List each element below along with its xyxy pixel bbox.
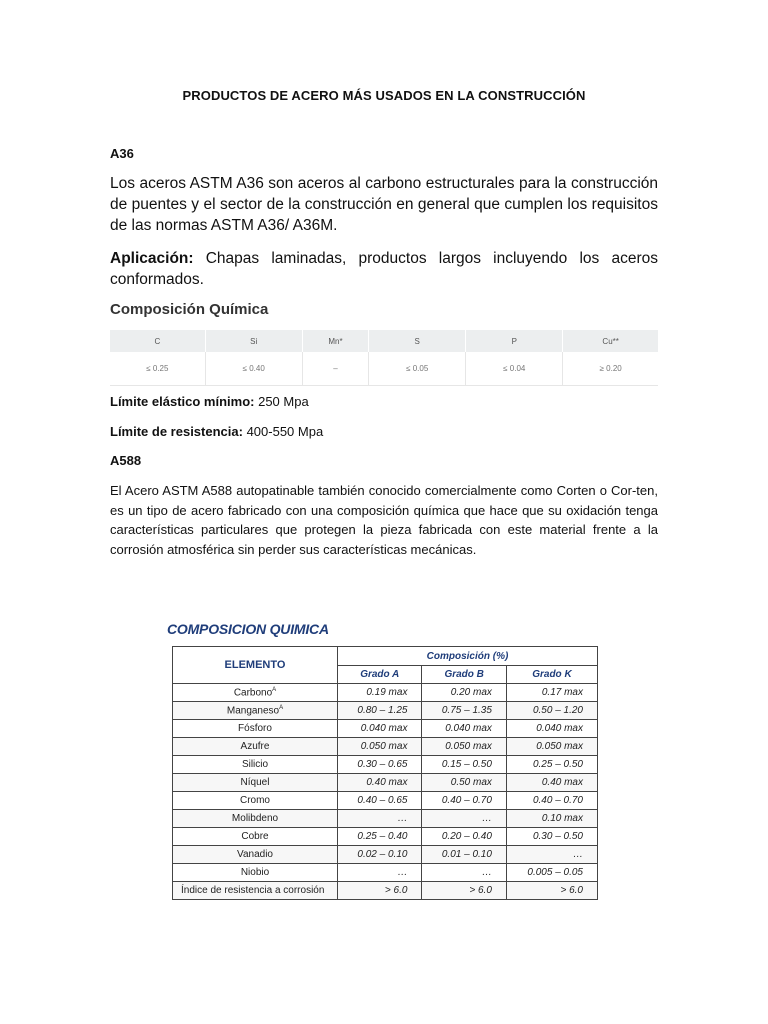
value-cell: 0.17 max bbox=[506, 684, 597, 702]
element-cell bbox=[173, 828, 338, 846]
table-row bbox=[173, 684, 598, 702]
value-cell: 0.40 – 0.65 bbox=[338, 792, 422, 810]
a588-composition-table bbox=[172, 646, 598, 900]
a588-table-body bbox=[173, 684, 598, 900]
value-cell: > 6.0 bbox=[422, 882, 506, 900]
element-cell bbox=[173, 810, 338, 828]
value-cell: 0.050 max bbox=[338, 738, 422, 756]
element-cell bbox=[173, 774, 338, 792]
table-row bbox=[173, 882, 598, 900]
table-cell: ≤ 0.40 bbox=[205, 352, 302, 386]
table-header-cell: Si bbox=[205, 330, 302, 352]
table-header-row bbox=[173, 647, 598, 666]
table-header-row bbox=[110, 330, 658, 352]
a588-table-heading: COMPOSICION QUIMICA bbox=[167, 621, 329, 637]
value-cell: … bbox=[422, 810, 506, 828]
tensile-strength-line bbox=[110, 424, 323, 439]
tensile-label: Límite de resistencia: bbox=[110, 424, 243, 439]
document-title: PRODUCTOS DE ACERO MÁS USADOS EN LA CONSTRUCCIÓN bbox=[182, 88, 586, 103]
element-cell bbox=[173, 882, 338, 900]
section-heading-a588: A588 bbox=[110, 453, 142, 468]
table-header-cell: Mn* bbox=[302, 330, 368, 352]
value-cell: 0.19 max bbox=[338, 684, 422, 702]
value-cell: 0.050 max bbox=[422, 738, 506, 756]
a588-intro-paragraph: El Acero ASTM A588 autopatinable también conocido comercialmente como Corten o Cor-ten, es un tipo de acero fabricado con una composición química que hace que su oxidación tenga características particulares que protegen la pieza fabricada con este material frente a la corrosión atmosférica sin perder sus características mecánicas. bbox=[110, 483, 658, 557]
table-row bbox=[173, 702, 598, 720]
yield-strength-line bbox=[110, 394, 309, 409]
table-row bbox=[173, 756, 598, 774]
element-name: Azufre bbox=[240, 741, 270, 752]
value-cell: 0.25 – 0.50 bbox=[506, 756, 597, 774]
element-name: Vanadio bbox=[237, 849, 273, 860]
element-cell bbox=[173, 864, 338, 882]
value-cell: 0.040 max bbox=[422, 720, 506, 738]
value-cell: … bbox=[338, 864, 422, 882]
footnote-marker: A bbox=[272, 686, 277, 693]
value-cell: 0.40 max bbox=[506, 774, 597, 792]
element-cell bbox=[173, 738, 338, 756]
table-row bbox=[173, 738, 598, 756]
table-row bbox=[173, 774, 598, 792]
table-row bbox=[173, 828, 598, 846]
a36-composition-table bbox=[110, 330, 658, 386]
element-cell bbox=[173, 720, 338, 738]
element-cell bbox=[173, 684, 338, 702]
value-cell: … bbox=[422, 864, 506, 882]
application-text: Chapas laminadas, productos largos incluyendo los aceros conformados. bbox=[110, 250, 658, 288]
element-name: Manganeso bbox=[226, 705, 280, 717]
value-cell: … bbox=[506, 846, 597, 864]
grade-header: Grado B bbox=[422, 666, 506, 684]
table-row bbox=[173, 864, 598, 882]
yield-value: 250 Mpa bbox=[254, 394, 309, 409]
value-cell: 0.40 – 0.70 bbox=[422, 792, 506, 810]
value-cell: > 6.0 bbox=[338, 882, 422, 900]
value-cell: 0.50 max bbox=[422, 774, 506, 792]
value-cell: 0.40 – 0.70 bbox=[506, 792, 597, 810]
element-cell bbox=[173, 846, 338, 864]
table-header-cell: S bbox=[369, 330, 466, 352]
table-cell: ≤ 0.05 bbox=[369, 352, 466, 386]
value-cell: 0.050 max bbox=[506, 738, 597, 756]
element-name: Carbono bbox=[233, 687, 273, 699]
tensile-value: 400-550 Mpa bbox=[242, 424, 324, 439]
value-cell: 0.75 – 1.35 bbox=[422, 702, 506, 720]
grade-header: Grado A bbox=[338, 666, 422, 684]
table-header-cell: P bbox=[466, 330, 563, 352]
value-cell: 0.30 – 0.50 bbox=[506, 828, 597, 846]
value-cell: 0.02 – 0.10 bbox=[338, 846, 422, 864]
value-cell: 0.30 – 0.65 bbox=[338, 756, 422, 774]
element-cell bbox=[173, 702, 338, 720]
value-cell: 0.20 – 0.40 bbox=[422, 828, 506, 846]
element-name: Índice de resistencia a corrosión bbox=[181, 885, 325, 896]
value-cell: 0.01 – 0.10 bbox=[422, 846, 506, 864]
value-cell: 0.50 – 1.20 bbox=[506, 702, 597, 720]
value-cell: 0.40 max bbox=[338, 774, 422, 792]
a36-application-paragraph bbox=[110, 248, 658, 290]
element-name: Niobio bbox=[240, 867, 270, 878]
table-cell: – bbox=[302, 352, 368, 386]
table-header-cell: C bbox=[110, 330, 205, 352]
a36-composition-heading: Composición Química bbox=[110, 301, 269, 318]
value-cell: 0.25 – 0.40 bbox=[338, 828, 422, 846]
value-cell: 0.10 max bbox=[506, 810, 597, 828]
element-name: Níquel bbox=[240, 777, 270, 788]
value-cell: 0.20 max bbox=[422, 684, 506, 702]
yield-label: Límite elástico mínimo: bbox=[110, 394, 255, 409]
value-cell: 0.005 – 0.05 bbox=[506, 864, 597, 882]
element-name: Cromo bbox=[239, 795, 270, 806]
element-name: Cobre bbox=[241, 831, 269, 842]
table-cell: ≤ 0.25 bbox=[110, 352, 205, 386]
value-cell: 0.15 – 0.50 bbox=[422, 756, 506, 774]
element-name: Fósforo bbox=[238, 723, 272, 734]
value-cell: … bbox=[338, 810, 422, 828]
table-row bbox=[173, 792, 598, 810]
table-cell: ≥ 0.20 bbox=[563, 352, 658, 386]
table-row bbox=[173, 720, 598, 738]
a36-intro-paragraph: Los aceros ASTM A36 son aceros al carbono estructurales para la construcción de puentes y el sector de la construcción en general que cumplen los requisitos de las normas ASTM A36/ A36M. bbox=[110, 175, 658, 234]
table-row bbox=[173, 846, 598, 864]
section-heading-a36: A36 bbox=[110, 146, 134, 161]
element-name: Molibdeno bbox=[231, 813, 279, 824]
table-header-cell: Cu** bbox=[563, 330, 658, 352]
footnote-marker: A bbox=[279, 704, 284, 711]
element-name: Silicio bbox=[241, 759, 269, 770]
value-cell: > 6.0 bbox=[506, 882, 597, 900]
element-cell bbox=[173, 756, 338, 774]
element-header: ELEMENTO bbox=[173, 647, 338, 684]
composition-header: Composición (%) bbox=[338, 647, 598, 666]
value-cell: 0.040 max bbox=[338, 720, 422, 738]
table-row bbox=[173, 810, 598, 828]
table-row bbox=[110, 352, 658, 386]
grade-header: Grado K bbox=[506, 666, 597, 684]
table-cell: ≤ 0.04 bbox=[466, 352, 563, 386]
application-label: Aplicación: bbox=[110, 250, 194, 267]
value-cell: 0.80 – 1.25 bbox=[338, 702, 422, 720]
element-cell bbox=[173, 792, 338, 810]
value-cell: 0.040 max bbox=[506, 720, 597, 738]
